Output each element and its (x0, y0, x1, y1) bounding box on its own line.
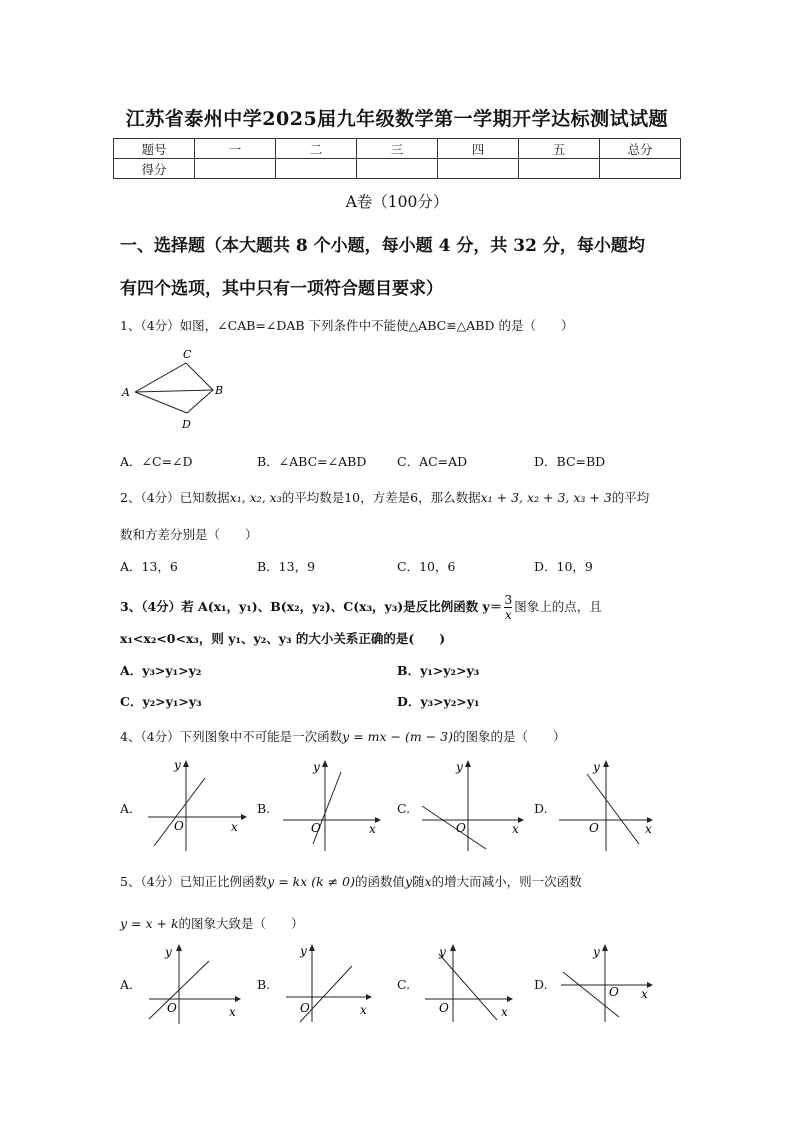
q1-label-c: C (183, 348, 192, 361)
q5-text-3: 随 (412, 874, 425, 889)
q4c-y-label: y (456, 760, 463, 774)
section-heading-line1: 一、选择题（本大题共 8 个小题，每小题 4 分，共 32 分，每小题均 (120, 236, 645, 256)
q5d-y-label: y (593, 945, 600, 959)
q5-var-y: y (404, 874, 413, 889)
q3-option-c[interactable]: C．y₂>y₁>y₃ (120, 694, 202, 709)
q4-graph-b[interactable] (279, 758, 383, 852)
q1-option-a[interactable]: A．∠C=∠D (120, 454, 193, 469)
q3-frac-num: 3 (504, 592, 513, 607)
score-cell: 题号 (114, 139, 195, 159)
q5-var-x: x (424, 874, 432, 889)
volume-heading: A卷（100分） (345, 193, 449, 211)
score-table-score-row (114, 159, 681, 179)
q4d-x-label: x (645, 822, 652, 836)
q5-graph-b[interactable] (282, 942, 374, 1024)
q1-label-d: D (182, 418, 191, 431)
score-cell: 五 (519, 139, 600, 159)
q5-option-d-label[interactable]: D. (534, 977, 548, 992)
score-input-cell[interactable] (276, 159, 357, 179)
q2-option-a[interactable]: A．13，6 (120, 559, 178, 574)
q3-option-d[interactable]: D．y₃>y₂>y₁ (397, 694, 480, 709)
q2-vars-2: x₁ + 3, x₂ + 3, x₃ + 3 (480, 490, 612, 505)
question-5-stem (120, 872, 582, 890)
score-cell: 二 (276, 139, 357, 159)
section-heading-line2: 有四个选项，其中只有一项符合题目要求） (120, 279, 443, 299)
q5d-x-label: x (641, 987, 648, 1001)
question-2-line2: 数和方差分别是（ ） (120, 527, 258, 542)
q3-fraction (504, 593, 512, 622)
score-cell: 总分 (600, 139, 681, 159)
q5-formula-2: y = x + k (120, 916, 179, 931)
score-input-cell[interactable] (519, 159, 600, 179)
q5b-y-label: y (300, 944, 307, 958)
score-table (113, 138, 681, 179)
q4-graph-d[interactable] (555, 758, 659, 852)
q5b-origin-label: O (300, 1001, 310, 1015)
question-3-line2: x₁<x₂<0<x₃，则 y₁、y₂、y₃ 的大小关系正确的是( ) (120, 631, 446, 646)
q5-option-b-label[interactable]: B. (257, 977, 271, 992)
page-title: 江苏省泰州中学2025届九年级数学第一学期开学达标测试试题 (125, 108, 669, 130)
score-input-cell[interactable] (438, 159, 519, 179)
q4-graph-a[interactable] (140, 758, 248, 852)
q4c-origin-label: O (456, 821, 466, 835)
q2-text-3: 的平均 (611, 490, 650, 505)
q5d-origin-label: O (609, 985, 619, 999)
q5c-y-label: y (439, 945, 446, 959)
q5b-x-label: x (360, 1003, 367, 1017)
q5a-origin-label: O (167, 1001, 177, 1015)
score-cell: 四 (438, 139, 519, 159)
q4-option-b-label[interactable]: B. (257, 801, 271, 816)
q5c-origin-label: O (439, 1001, 449, 1015)
q4-option-c-label[interactable]: C. (397, 801, 411, 816)
q5-formula: y = kx (k ≠ 0) (267, 874, 355, 889)
score-input-cell[interactable] (600, 159, 681, 179)
q1-label-a: A (122, 386, 130, 399)
question-3-stem (120, 593, 602, 622)
question-2-stem (120, 488, 649, 506)
q4-formula: y = mx − (m − 3) (342, 729, 453, 744)
q5-graph-a[interactable] (143, 942, 243, 1024)
q4d-origin-label: O (589, 821, 599, 835)
q4b-y-label: y (313, 760, 320, 774)
q5a-x-label: x (229, 1005, 236, 1019)
q4a-x-label: x (231, 820, 238, 834)
q5c-x-label: x (501, 1005, 508, 1019)
q2-option-b[interactable]: B．13，9 (257, 559, 316, 574)
question-4-stem (120, 727, 565, 745)
q4-text-1: 4、（4分）下列图象中不可能是一次函数 (120, 729, 343, 744)
q4d-y-label: y (593, 760, 600, 774)
q1-figure (118, 344, 230, 434)
q4-text-2: 的图象的是（ ） (452, 729, 566, 744)
score-cell: 得分 (114, 159, 195, 179)
q4a-origin-label: O (174, 819, 184, 833)
q4-option-a-label[interactable]: A. (120, 801, 134, 816)
q1-label-b: B (215, 384, 224, 397)
q2-vars-1: x₁, x₂, x₃ (229, 490, 282, 505)
q5-option-c-label[interactable]: C. (397, 977, 411, 992)
q5-graph-c[interactable] (421, 942, 515, 1024)
q5a-y-label: y (165, 945, 172, 959)
score-input-cell[interactable] (195, 159, 276, 179)
q4b-x-label: x (369, 822, 376, 836)
q2-option-c[interactable]: C．10，6 (397, 559, 456, 574)
q4c-x-label: x (512, 822, 519, 836)
score-cell: 一 (195, 139, 276, 159)
score-cell: 三 (357, 139, 438, 159)
q5-text-4: 的增大而减小，则一次函数 (431, 874, 582, 889)
q3-option-b[interactable]: B．y₁>y₂>y₃ (397, 663, 480, 678)
q2-text-2: 的平均数是10，方差是6，那么数据 (281, 490, 481, 505)
q4-option-d-label[interactable]: D. (534, 801, 548, 816)
q5-graph-d[interactable] (557, 942, 657, 1024)
q5-text-1: 5、（4分）已知正比例函数 (120, 874, 268, 889)
q3-option-a[interactable]: A．y₃>y₁>y₂ (120, 663, 202, 678)
question-5-line2 (120, 914, 304, 932)
q3-text-1: 3、（4分）若 A(x₁，y₁)、B(x₂，y₂)、C(x₃，y₃)是反比例函数 y＝ (120, 599, 503, 614)
q1-option-c[interactable]: C．AC=AD (397, 454, 468, 469)
score-input-cell[interactable] (357, 159, 438, 179)
q1-option-d[interactable]: D．BC=BD (534, 454, 606, 469)
q3-frac-den: x (504, 607, 512, 622)
question-1-stem: 1、（4分）如图，∠CAB=∠DAB 下列条件中不能使△ABC≌△ABD 的是（ ） (120, 318, 574, 333)
q4b-origin-label: O (311, 821, 321, 835)
q5-option-a-label[interactable]: A. (120, 977, 134, 992)
q2-text-1: 2、（4分）已知数据 (120, 490, 230, 505)
q4a-y-label: y (174, 758, 181, 772)
q5-text-2: 的函数值 (354, 874, 405, 889)
q5-text-5: 的图象大致是（ ） (178, 916, 304, 931)
q1-option-b[interactable]: B．∠ABC=∠ABD (257, 454, 367, 469)
q3-text-2: 图象上的点，且 (514, 599, 602, 614)
q4-graph-c[interactable] (418, 758, 526, 852)
q2-option-d[interactable]: D．10，9 (534, 559, 593, 574)
score-table-header-row (114, 139, 681, 159)
